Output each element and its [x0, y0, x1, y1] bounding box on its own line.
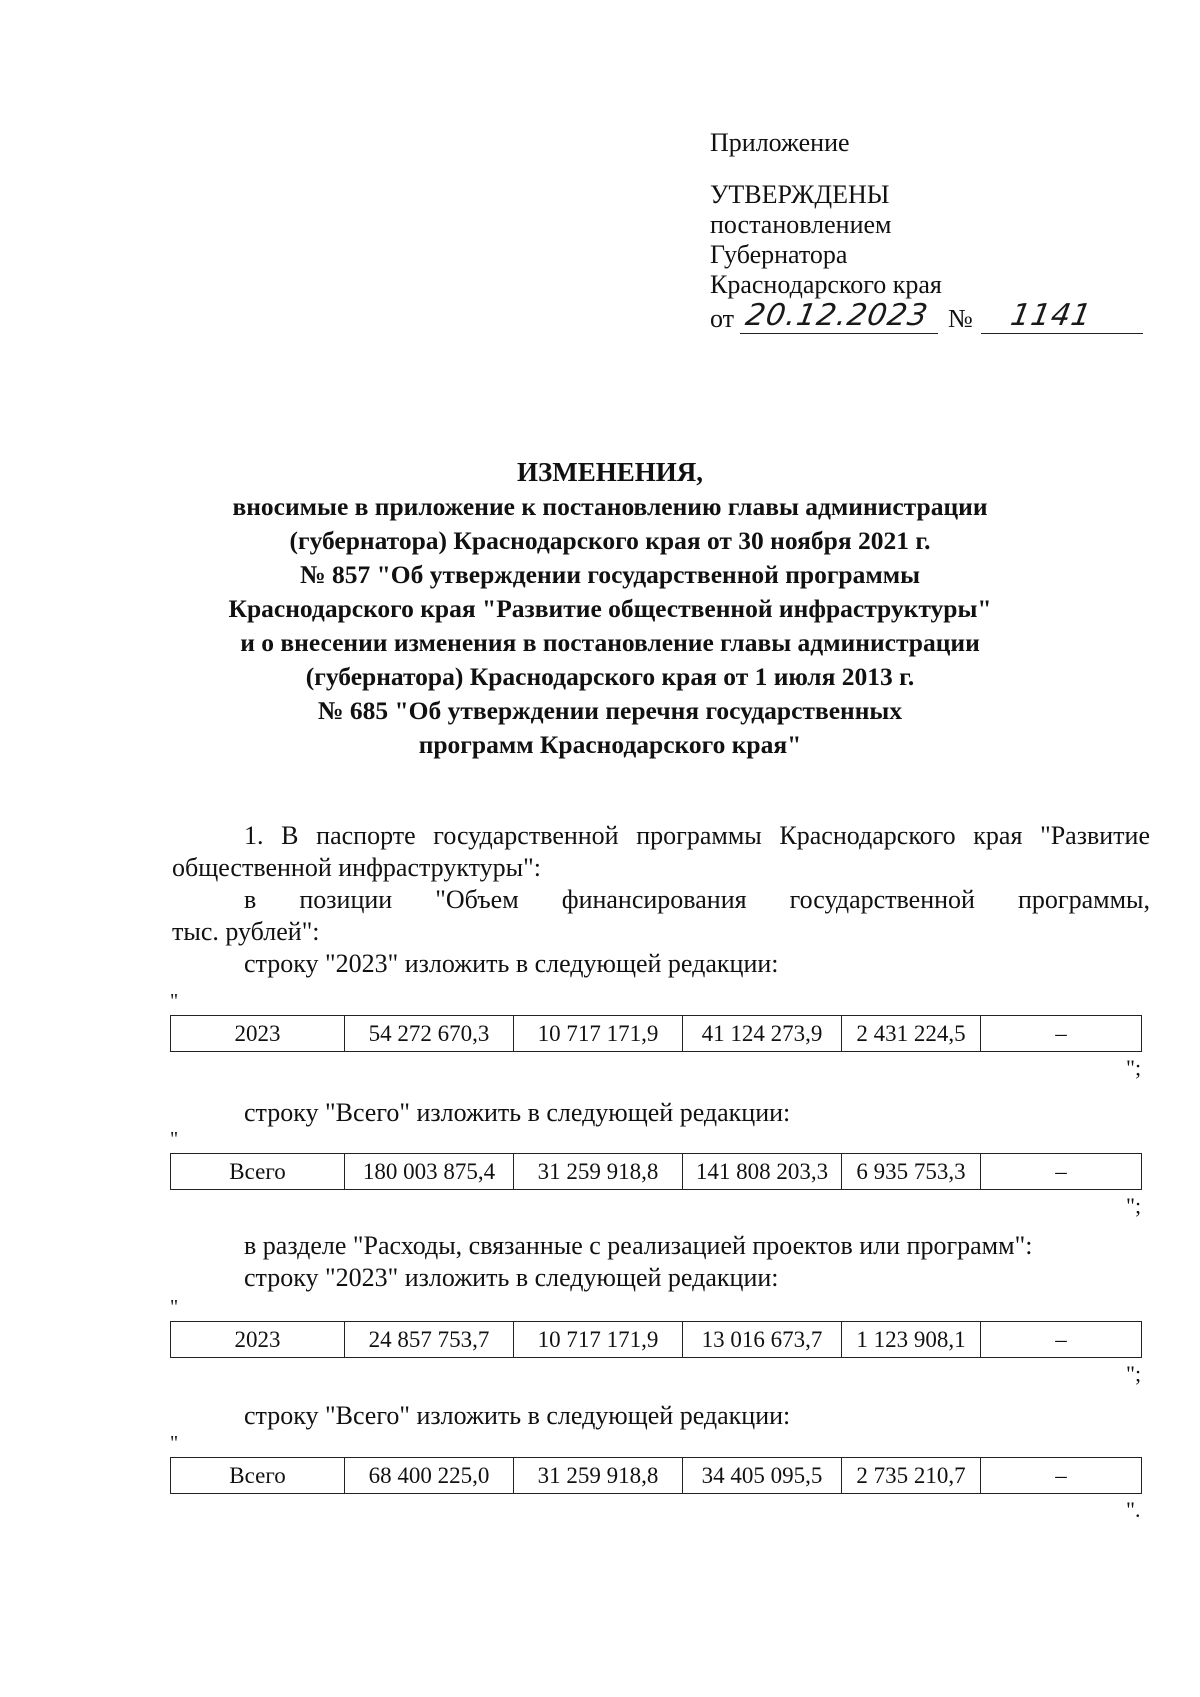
table-cell: 41 124 273,9: [683, 1016, 842, 1052]
close-quote: ";: [1126, 1361, 1142, 1386]
table-cell: –: [981, 1458, 1142, 1494]
table-cell: 141 808 203,3: [683, 1154, 842, 1190]
date-number-row: [710, 298, 1143, 334]
handwritten-number: 1141: [1007, 298, 1095, 333]
table-cell: 2023: [171, 1016, 345, 1052]
table-cell: 1 123 908,1: [842, 1322, 981, 1358]
table-cell: Всего: [171, 1458, 345, 1494]
table-cell: 54 272 670,3: [345, 1016, 514, 1052]
date-prefix: от: [710, 304, 735, 333]
table-cell: 10 717 171,9: [514, 1322, 683, 1358]
table-total-expenses: [170, 1457, 1142, 1494]
title-line: Краснодарского края "Развитие общественной инфраструктуры": [228, 594, 992, 623]
appendix-label: Приложение: [710, 128, 850, 157]
table-row: [171, 1322, 1142, 1358]
approval-line-1: постановлением: [710, 210, 892, 239]
table-cell: –: [981, 1154, 1142, 1190]
table-total-passport: [170, 1153, 1142, 1190]
table-row: [171, 1016, 1142, 1052]
table-cell: 2023: [171, 1322, 345, 1358]
table-cell: 2 735 210,7: [842, 1458, 981, 1494]
handwritten-date: 20.12.2023: [743, 298, 931, 333]
paragraph-5: в разделе "Расходы, связанные с реализацией проектов или программ":: [244, 1231, 1033, 1260]
paragraph-6: строку "2023" изложить в следующей редакции:: [244, 1263, 779, 1292]
approved-label: УТВЕРЖДЕНЫ: [710, 180, 890, 209]
table-2023-expenses: [170, 1321, 1142, 1358]
paragraph-7: строку "Всего" изложить в следующей редакции:: [244, 1401, 791, 1430]
body-block-3: [172, 1230, 1150, 1294]
table-cell: 13 016 673,7: [683, 1322, 842, 1358]
body-intro: [172, 820, 1150, 980]
open-quote: ": [170, 1432, 179, 1454]
open-quote: ": [170, 1128, 179, 1150]
table-cell: 180 003 875,4: [345, 1154, 514, 1190]
table-row: [171, 1458, 1142, 1494]
table-cell: 34 405 095,5: [683, 1458, 842, 1494]
body-block-4: [172, 1400, 1150, 1432]
number-sign: №: [948, 304, 973, 333]
table-cell: –: [981, 1322, 1142, 1358]
approval-line-3: Краснодарского края: [710, 270, 942, 299]
title-line: (губернатора) Краснодарского края от 30 ноября 2021 г.: [289, 526, 931, 555]
title-line: (губернатора) Краснодарского края от 1 июля 2013 г.: [305, 662, 915, 691]
open-quote: ": [170, 1296, 179, 1318]
title-line: и о внесении изменения в постановление главы администрации: [240, 628, 980, 657]
paragraph-2: в позиции "Объем финансирования государственной программы,: [244, 885, 1150, 914]
paragraph-4: строку "Всего" изложить в следующей редакции:: [244, 1098, 791, 1127]
table-cell: 68 400 225,0: [345, 1458, 514, 1494]
table-cell: 31 259 918,8: [514, 1154, 683, 1190]
date-field: [740, 298, 938, 334]
approval-block: [710, 128, 1143, 334]
close-quote: ";: [1126, 1193, 1142, 1218]
open-quote: ": [170, 990, 179, 1012]
table-cell: 2 431 224,5: [842, 1016, 981, 1052]
close-quote: ";: [1126, 1055, 1142, 1080]
body-block-2: [172, 1097, 1150, 1129]
table-cell: –: [981, 1016, 1142, 1052]
table-cell: Всего: [171, 1154, 345, 1190]
number-field: [981, 298, 1143, 334]
approval-line-2: Губернатора: [710, 240, 848, 269]
document-title: [150, 455, 1070, 762]
table-cell: 31 259 918,8: [514, 1458, 683, 1494]
title-line: № 685 "Об утверждении перечня государственных: [317, 696, 903, 725]
table-row: [171, 1154, 1142, 1190]
paragraph-2-cont: тыс. рублей":: [172, 917, 320, 946]
close-quote: ".: [1126, 1497, 1141, 1522]
paragraph-3: строку "2023" изложить в следующей редакции:: [244, 949, 779, 978]
title-line: программ Краснодарского края": [418, 730, 802, 759]
table-cell: 24 857 753,7: [345, 1322, 514, 1358]
table-2023-passport: [170, 1015, 1142, 1052]
title-line: № 857 "Об утверждении государственной программы: [299, 560, 921, 589]
title-heading: ИЗМЕНЕНИЯ,: [516, 457, 703, 487]
table-cell: 6 935 753,3: [842, 1154, 981, 1190]
table-cell: 10 717 171,9: [514, 1016, 683, 1052]
title-line: вносимые в приложение к постановлению главы администрации: [232, 492, 988, 521]
paragraph-1: 1. В паспорте государственной программы Краснодарского края "Развитие общественной инфраструктуры":: [172, 821, 1150, 882]
